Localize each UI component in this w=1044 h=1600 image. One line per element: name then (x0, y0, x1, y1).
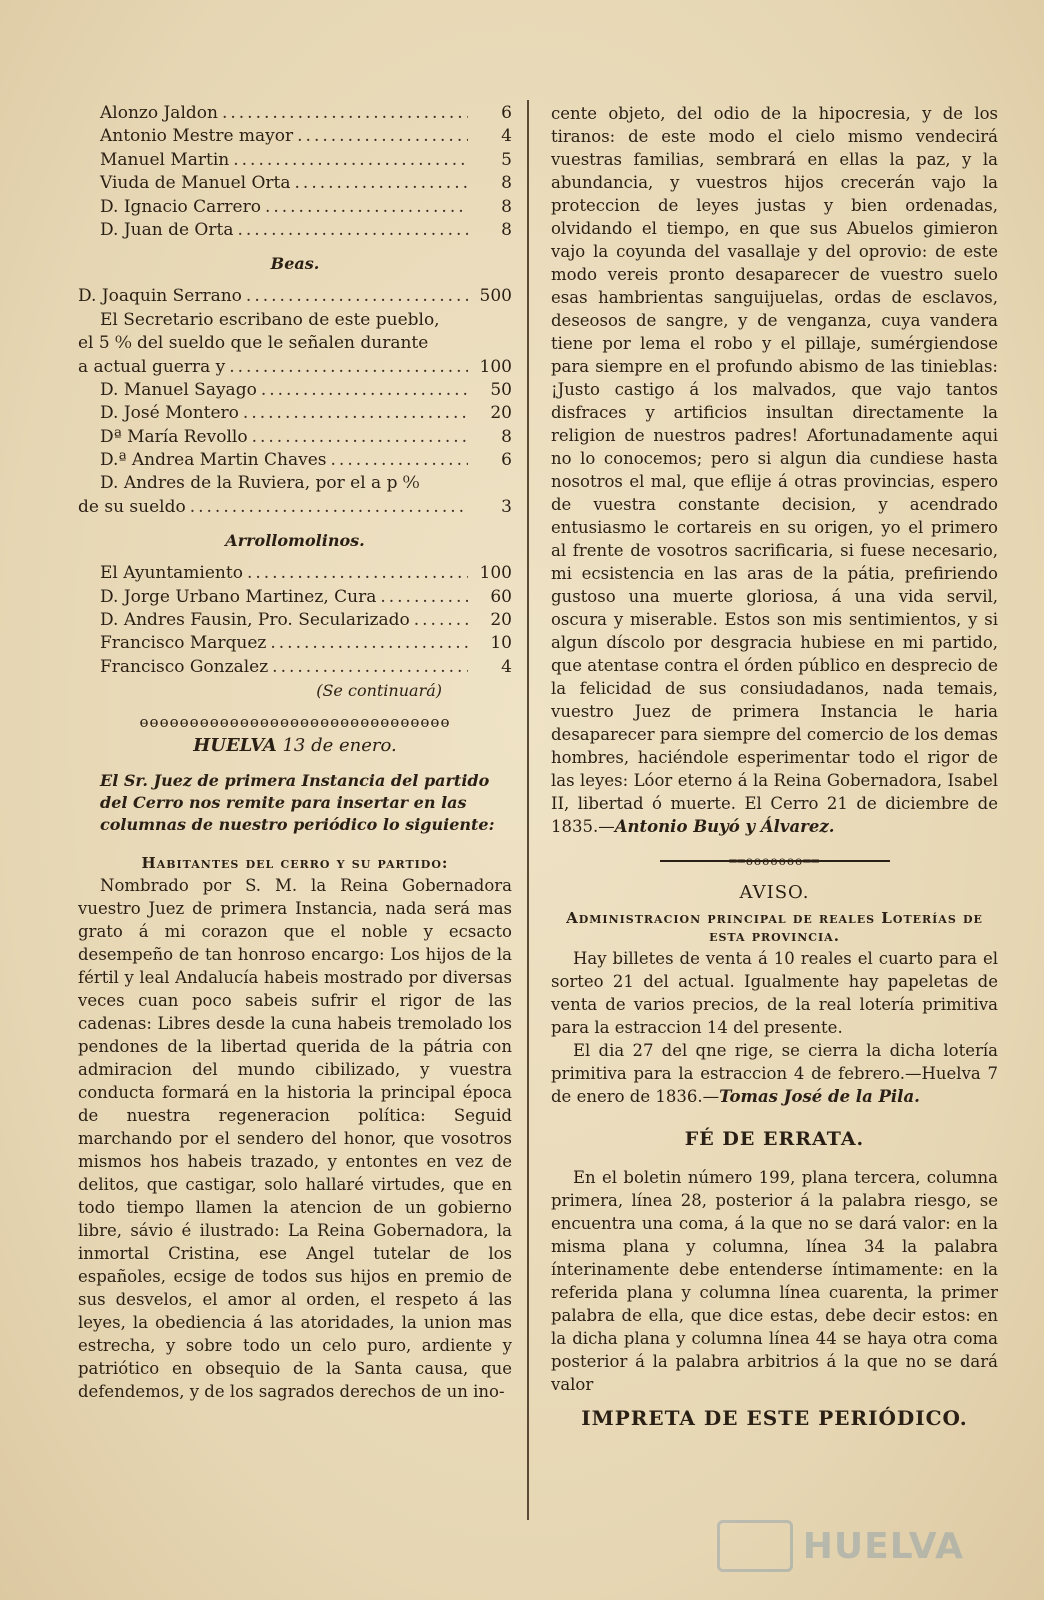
list-item: D. Joaquin Serrano ..... 500 (78, 285, 512, 308)
list-item: Manuel Martin ..... 5 (78, 149, 512, 172)
right-column (551, 102, 998, 1430)
list-item: Alonzo Jaldon ..... 6 (78, 102, 512, 125)
secretario-line-1: El Secretario escribano de este pueblo, (100, 309, 440, 330)
list-item: El Ayuntamiento ..... 100 (78, 562, 512, 585)
dateline: HUELVA 13 de enero. (193, 735, 397, 757)
errata-body: En el boletin número 199, plana tercera, columna primera, línea 28, posterior á la palabra riesgo, se encuentra una coma, á la que no se dará valor: en la misma plana y columna, línea 34 la palabra ínterinamente debe entenderse íntimamente: en la referida plana y columna línea cuarenta, la primer palabra de ella, que dice estas, debe decir estos: en la dicha plana y columna línea 44 se haya otra coma posterior á la palabra arbitrios á la que no se dará valor (551, 1168, 998, 1394)
salutation: Habitantes del cerro y su partido: (141, 854, 449, 873)
aviso-title: AVISO. (739, 882, 810, 903)
list-item: D.ª Andrea Martin Chaves ..... 6 (78, 449, 512, 472)
list-item: D. Jorge Urbano Martinez, Cura ..... 60 (78, 586, 512, 609)
archive-logo-icon (717, 1520, 793, 1572)
list-item: D. José Montero ..... 20 (78, 402, 512, 425)
letter-continuation: cente objeto, del odio de la hipocresia, y de los tiranos: de este modo el cielo mismo vendecirá vuestras familias, sembrará en ellas la paz, y la abundancia, y vuestros hijos crecerán vajo la proteccion de leyes justas y bien ordenadas, olvidando el tiempo, en que sus Abuelos gimieron vajo la coyunda del vasallaje y del oprovio: de este modo vereis pronto desaparecer de vuestro suelo esas hambrientas sanguijuelas, ordas de esclavos, deseosos de sangre, y de venganza, cuya vandera tiene por lema el robo y el pillaje, sumérgiendose para siempre en el profundo abismo de las tinieblas: ¡Justo castigo á los malvados, que vajo tantos disfraces y artificios insultan directamente la religion de nuestros padres! Afortunadamente aqui no lo conocemos; pero si algun dia cundiese hasta nosotros el mal, que eflije á otras provincias, espero de vuestra constante decision, y acendrado entusiasmo le cortareis en su origen, yo el primero al frente de vosotros sacrificaria, si fuese necesario, mi ecsistencia en las aras de la pátia, prefiriendo gustoso una muerte gloriosa, á una vida servil, oscura y miserable. Estos son mis sentimientos, y si algun díscolo por desgracia hubiese en mi partido, que atentase contra el órden público en desprecio de la felicidad de sus consiudadanos, nada temais, vuestro Juez de primera Instancia le haria desaparecer para siempre del comercio de los demas hombres, haciéndole esperimentar todo el rigor de las leyes: Lóor eterno á la Reina Gobernadora, Isabel II, libertad ó muerte. El Cerro 21 de diciembre de 1835.—Antonio Buyó y Álvarez. (551, 104, 998, 836)
section-rule (660, 860, 890, 862)
list-item: Antonio Mestre mayor ..... 4 (78, 125, 512, 148)
list-item: D. Manuel Sayago ..... 50 (78, 379, 512, 402)
letter-body: Nombrado por S. M. la Reina Gobernadora vuestro Juez de primera Instancia, nada será mas grato á mi corazon que el noble y ecsacto desempeño de tan honroso encargo: Los hijos de la fértil y leal Andalucía habeis mostrado por diversas veces cuan poco sabeis sufrir el rigor de las cadenas: Libres desde la cuna habeis tremolado los pendones de la libertad querida de la pátria con admiracion del mundo cibilizado, y vuestra conducta formará en la historia la principal época de nuestra regeneracion política: Seguid marchando por el sendero del honor, que vosotros mismos hos habeis trazado, y entontes en vez de delitos, que castigar, solo hallaré virtudes, que en todo tiempo llamen la atencion de un gobierno libre, sávio é ilustrado: La Reina Gobernadora, la inmortal Cristina, ese Angel tutelar de los españoles, ecsige de todos sus hijos en premio de sus desvelos, el amor al orden, el respeto á las leyes, la obediencia á las atoridades, la union mas estrecha, y sobre todo un celo puro, ardiente y patriótico en obsequio de la Santa causa, que defendemos, y de los sagrados derechos de un ino- (78, 876, 512, 1402)
list-item: Dª María Revollo ..... 8 (78, 426, 512, 449)
list-item: Viuda de Manuel Orta ..... 8 (78, 172, 512, 195)
aviso-subtitle: Administracion principal de reales Loterías de esta provincia. (566, 909, 983, 945)
list-item: D. Andres Fausin, Pro. Secularizado ..... 20 (78, 609, 512, 632)
letter-signature: Antonio Buyó y Álvarez. (614, 817, 835, 836)
archive-watermark: HUELVA (717, 1520, 964, 1572)
town-heading-beas: Beas. (270, 254, 320, 274)
intro-note: El Sr. Juez de primera Instancia del partido del Cerro nos remite para insertar en las columnas de nuestro periódico lo siguiente: (100, 771, 495, 835)
donor-list-1 (78, 102, 512, 242)
town-heading-arrollomolinos: Arrollomolinos. (225, 531, 365, 551)
aviso-paragraph-1: Hay billetes de venta á 10 reales el cuarto para el sorteo 21 del actual. Igualmente hay papeletas de venta de varios precios, de la real lotería primitiva para la estraccion 14 del presente. (551, 949, 998, 1037)
continued-note: (Se continuará) (316, 681, 442, 701)
list-item: Francisco Marquez ..... 10 (78, 632, 512, 655)
ruviera-line-1: D. Andres de la Ruviera, por el a p ⁰⁄₀ (100, 473, 420, 494)
errata-title: FÉ DE ERRATA. (684, 1128, 865, 1150)
column-divider (527, 100, 529, 1520)
list-item: D. Ignacio Carrero ..... 8 (78, 196, 512, 219)
aviso-paragraph-2: El dia 27 del qne rige, se cierra la dicha lotería primitiva para la estraccion 4 de febrero.—Huelva 7 de enero de 1836.—Tomas José de la Pila. (551, 1041, 998, 1106)
printer-footer: IMPRETA DE ESTE PERIÓDICO. (581, 1406, 968, 1430)
aviso-signature: Tomas José de la Pila. (719, 1087, 920, 1106)
list-item: Francisco Gonzalez ..... 4 (78, 656, 512, 679)
donor-list-3 (78, 562, 512, 679)
ornament-divider: ɵɵɵɵɵɵɵɵɵɵɵɵɵɵɵɵɵɵɵɵɵɵɵɵɵɵɵɵɵɵɵ (139, 713, 451, 732)
left-column (78, 102, 512, 1403)
ruviera-line-2: de su sueldo ..... 3 (78, 496, 512, 519)
donor-list-2 (78, 379, 512, 473)
secretario-line-2: el 5 ⁰⁄₀ del sueldo que le señalen durante (78, 333, 429, 354)
secretario-line-3: a actual guerra y ..... 100 (78, 356, 512, 379)
list-item: D. Juan de Orta ..... 8 (78, 219, 512, 242)
